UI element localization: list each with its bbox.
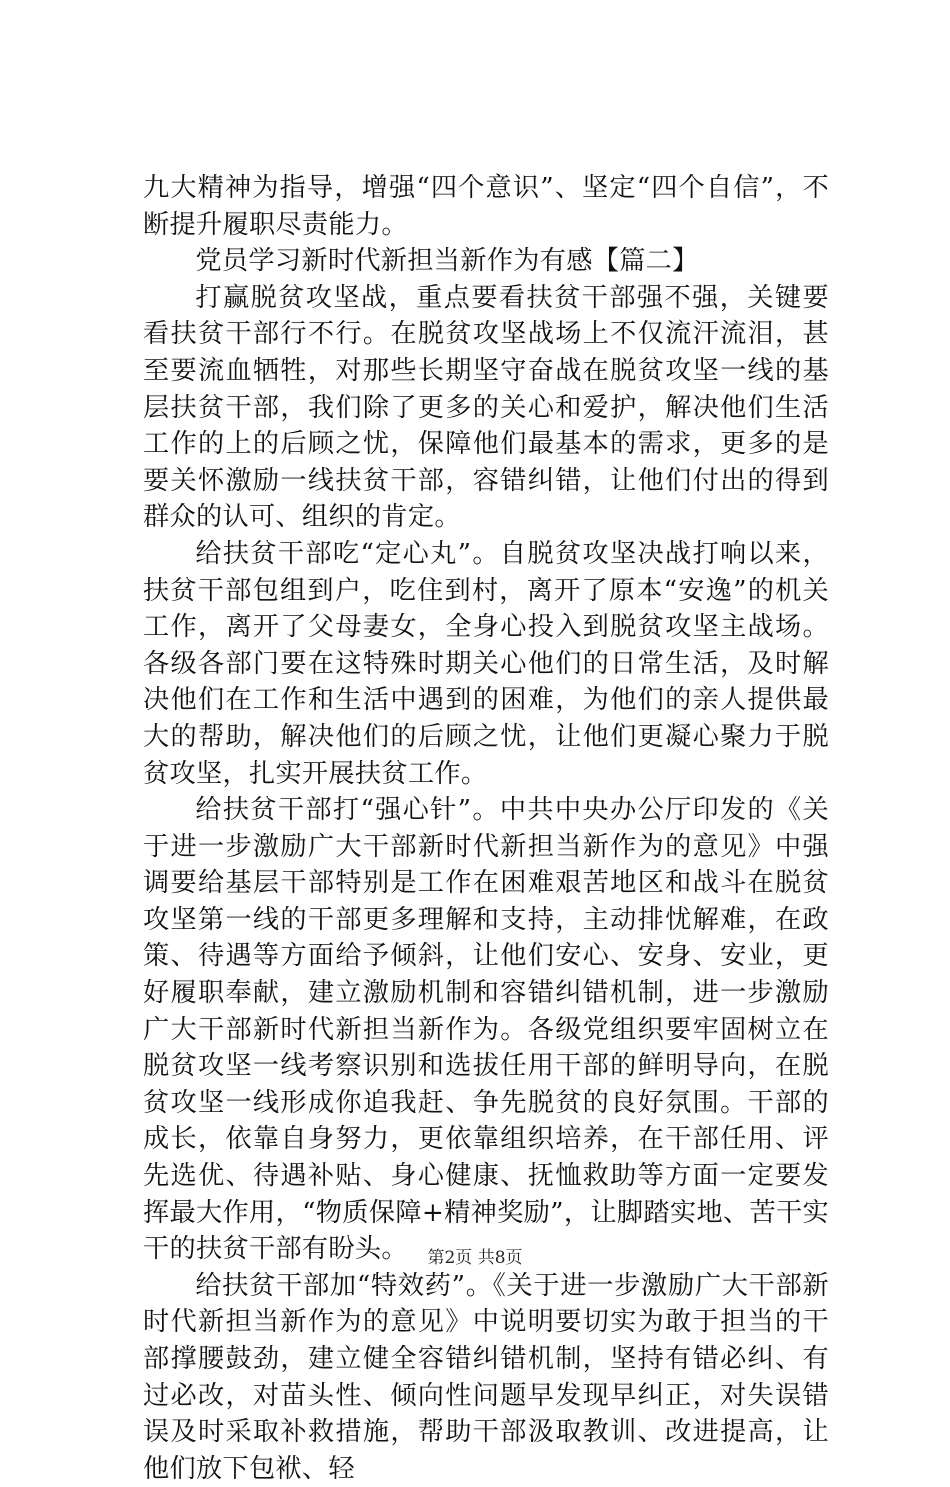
- section-heading: 党员学习新时代新担当新作为有感【篇二】: [195, 246, 699, 277]
- paragraph-5: 给扶贫干部加“特效药”。《关于进一步激励广大干部新时代新担当新作为的意见》中说明要切实为敢于担当的干部撑腰鼓劲，建立健全容错纠错机制，坚持有错必纠、有过必改，对苗头性、倾向性问题早发现早纠正，对失误错误及时采取补救措施，帮助干部汲取教训、改进提高，让他们放下包袱、轻: [143, 1270, 829, 1484]
- paragraph-2: 打赢脱贫攻坚战，重点要看扶贫干部强不强，关键要看扶贫干部行不行。在脱贫攻坚战场上不仅流汗流泪，甚至要流血牺牲，对那些长期坚守奋战在脱贫攻坚一线的基层扶贫干部，我们除了更多的关心和爱护，解决他们生活工作的上的后顾之忧，保障他们最基本的需求，更多的是要关怀激励一线扶贫干部，容错纠错，让他们付出的得到群众的认可、组织的肯定。: [143, 282, 829, 533]
- page-footer: 第2页 共8页: [427, 1248, 523, 1268]
- paragraph-3: 给扶贫干部吃“定心丸”。自脱贫攻坚决战打响以来，扶贫干部包组到户，吃住到村，离开了原本“安逸”的机关工作，离开了父母妻女，全身心投入到脱贫攻坚主战场。各级各部门要在这特殊时期关心他们的日常生活，及时解决他们在工作和生活中遇到的困难，为他们的亲人提供最大的帮助，解决他们的后顾之忧，让他们更凝心聚力于脱贫攻坚，扎实开展扶贫工作。: [143, 538, 829, 789]
- document-body: [143, 170, 829, 1487]
- paragraph-1: 九大精神为指导，增强“四个意识”、坚定“四个自信”，不断提升履职尽责能力。: [143, 173, 829, 240]
- paragraph-4: 给扶贫干部打“强心针”。中共中央办公厅印发的《关于进一步激励广大干部新时代新担当新作为的意见》中强调要给基层干部特别是工作在困难艰苦地区和战斗在脱贫攻坚第一线的干部更多理解和支持，主动排忧解难，在政策、待遇等方面给予倾斜，让他们安心、安身、安业，更好履职奉献，建立激励机制和容错纠错机制，进一步激励广大干部新时代新担当新作为。各级党组织要牢固树立在脱贫攻坚一线考察识别和选拔任用干部的鲜明导向，在脱贫攻坚一线形成你追我赶、争先脱贫的良好氛围。干部的成长，依靠自身努力，更依靠组织培养，在干部任用、评先选优、待遇补贴、身心健康、抚恤救助等方面一定要发挥最大作用，“物质保障+精神奖励”，让脚踏实地、苦干实干的扶贫干部有盼头。: [143, 795, 829, 1265]
